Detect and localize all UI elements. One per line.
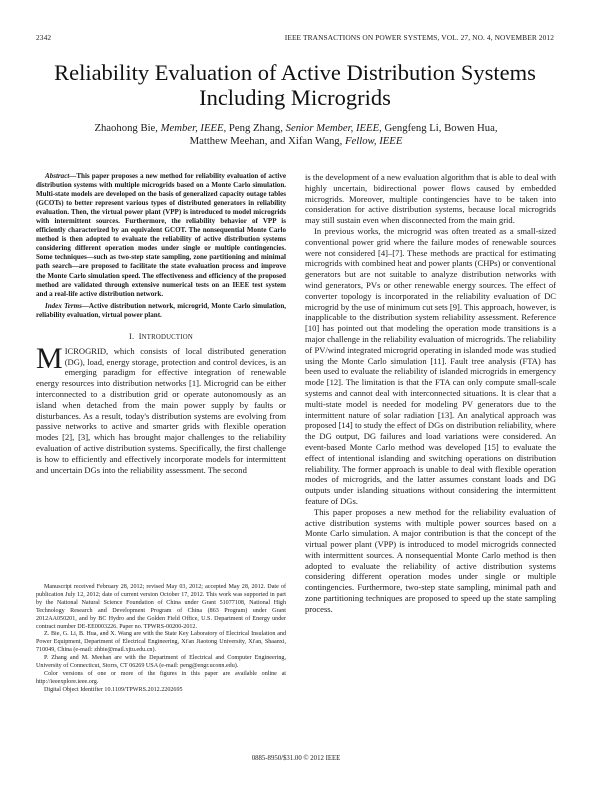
- index-terms: [36, 302, 286, 320]
- footnote-doi: Digital Object Identifier 10.1109/TPWRS.2012.2202695: [44, 686, 183, 693]
- author-meehan-wang: Matthew Meehan, and Xifan Wang,: [189, 134, 343, 147]
- author-wang-title: Fellow, IEEE: [344, 134, 403, 147]
- author-li-hua: Gengfeng Li, Bowen Hua,: [384, 122, 498, 134]
- page-number: 2342: [36, 33, 52, 42]
- abstract-text: This paper proposes a new method for reliability evaluation of active distribution systems with multiple microgrids based on a Monte Carlo simulation. Multi-state models are developed on the basis of generalized capacity outage tables (GCOTs) to better represent various types of distributed generators in reliability evaluation. Then, the virtual power plant (VPP) is introduced to model microgrids with intermittent sources. Furthermore, the reliability behavior of VPP is efficiently characterized by an equivalent GCOT. The nonsequential Monte Carlo method is then adopted to evaluate the reliability of active distribution systems considering different operation modes under single or multiple contingencies. Some techniques—such as two-step state sampling, zone partitioning and minimal path search—are proposed to facilitate the state evaluation process and improve the Monte Carlo simulation speed. The effectiveness and efficiency of the proposed method are validated through extensive numerical tests on an IEEE test system and a real-life active distribution network.: [36, 172, 286, 298]
- intro-paragraph: [36, 341, 286, 476]
- author-line-2: [60, 135, 532, 148]
- drop-cap: M: [36, 341, 63, 375]
- abstract: [36, 172, 286, 299]
- paragraph-contribution: This paper proposes a new method for the reliability evaluation of active distribution systems with multiple power sources based on a Monte Carlo simulation. A major contribution is that the concept of the virtual power plant (VPP) is introduced to model microgrids connected with intermittent sources. A nonsequential Monte Carlo method is then adopted to evaluate the reliability of active distribution systems considering different operation modes under single or multiple contingencies. Furthermore, two-step state sampling, minimal path and zone partitioning techniques are proposed to speed up the state sampling process.: [305, 506, 556, 614]
- paragraph-previous-works: In previous works, the microgrid was often treated as a small-sized conventional power grid where the failure modes of renewable sources were not considered [4]–[7]. These methods are practical for estimating microgrids with combined heat and power plants (CHPs) or conventional generators but are not suitable to analyze distribution networks with wind generators, PVs or other renewable energy sources. The effect of converter topology is incorporated in the reliability evaluation of DC microgrid by the use of minimum cut sets [9]. This approach, however, is inapplicable to the distribution system reliability assessment. Reference [10] has pointed out that modeling the operation mode transitions is a major challenge in the reliability evaluation of microgrids. The reliability of PV/wind integrated microgrid operating in islanded mode was studied using the Monte Carlo simulation [11]. Fault tree analysis (FTA) has been used to evaluate the reliability of islanded microgrids in emergency mode [12]. The limitation is that the FTA can only compute small-scale systems and cannot deal with interconnected situations. It is clear that a multi-state model is needed for modeling PV generators due to the intermittent nature of solar radiation [13]. An analytical approach was proposed [14] to study the effect of DGs on distribution reliability, where the DG output, DG failures and load variations were considered. An event-based Monte Carlo method was developed [15] to evaluate the effect of intentional islanding and switching operations on distribution reliability. The former approach is unable to deal with flexible operation modes of microgrids, and the latter assumes constant loads and DG outputs under islanding situations without considering the intermittent feature of DGs.: [305, 225, 556, 506]
- journal-name: IEEE TRANSACTIONS ON POWER SYSTEMS, VOL. 27, NO. 4, NOVEMBER 2012: [284, 33, 554, 42]
- section-title-rest: NTRODUCTION: [141, 333, 193, 341]
- running-header: [36, 33, 554, 45]
- index-terms-label: Index Terms—: [45, 301, 89, 310]
- footnotes: [36, 584, 286, 695]
- abstract-label: Abstract—: [45, 172, 77, 180]
- paragraph-continuation: is the development of a new evaluation algorithm that is able to deal with highly uncertain, bidirectional power flows caused by embedded microgrids. Moreover, multiple contingencies have to be taken into consideration for active distribution systems, because local microgrids may still sustain even when disconnected from the main grid.: [305, 172, 556, 226]
- footnote-manuscript: Manuscript received February 28, 2012; revised May 03, 2012; accepted May 28, 2012. Date of publication July 12, 2012; date of current version October 17, 2012. This work was supported in part by the National Natural Science Foundation of China under Grant 51077108, National High Technology Research and Development Program of China (863 Program) under Grant 2012AA050201, and by BC Hydro and the Golden Field Office, U.S. Department of Energy under contract number DE-EE0003226. Paper no. TPWRS-00200-2012.: [36, 584, 286, 630]
- footnote-affiliation-xjtu: Z. Bie, G. Li, B. Hua, and X. Wang are with the State Key Laboratory of Electrical Insulation and Power Equipment, Department of Electrical Engineering, Xi'an Jiaotong University, Xi'an, Shaanxi, 710049, China (e-mail: zhbie@mail.xjtu.edu.cn).: [36, 631, 286, 654]
- section-heading: [36, 332, 286, 341]
- author-line-1: [60, 122, 532, 135]
- section-numeral: I.: [129, 331, 135, 341]
- left-column: [36, 172, 286, 475]
- paper-title: Reliability Evaluation of Active Distribution Systems Including Microgrids: [54, 60, 536, 110]
- intro-paragraph-text: ICROGRID, which consists of local distributed generation (DG), load, energy storage, protection and control devices, is an emerging paradigm for effective integration of renewable energy resources into distribution networks [1]. Microgrid can be either interconnected to a distribution grid or operate autonomously as an island when detached from the main power supply by faults or disturbances. As a result, today's distribution systems are evolving from passive networks to active and smarter grids with flexible operation modes [2], [3], which has brought major challenges to the reliability evaluation of active distribution systems. Specifically, the first challenge is how to efficiently and effectively incorporate models for intermittent and uncertain DGs into the reliability assessment. The second: [36, 345, 286, 475]
- footnote-color-versions: Color versions of one or more of the figures in this paper are available online at http://ieeexplore.ieee.org.: [36, 670, 286, 685]
- right-column: [305, 172, 556, 615]
- copyright-footer: 0885-8950/$31.00 © 2012 IEEE: [251, 755, 341, 762]
- author-list: [60, 122, 532, 147]
- author-zhang-title: Senior Member, IEEE,: [285, 122, 382, 134]
- author-bie-title: Member, IEEE,: [160, 122, 227, 134]
- section-title-initial: I: [138, 331, 142, 341]
- index-terms-text: Active distribution network, microgrid, Monte Carlo simulation, reliability evaluation, virtual power plant.: [36, 301, 287, 319]
- footnote-affiliation-uconn: P. Zhang and M. Meehan are with the Department of Electrical and Computer Engineering, University of Connecticut, Storrs, CT 06269 USA (e-mail: peng@engr.uconn.edu).: [36, 655, 286, 670]
- author-zhang: Peng Zhang,: [228, 122, 283, 134]
- author-bie: Zhaohong Bie,: [94, 122, 158, 134]
